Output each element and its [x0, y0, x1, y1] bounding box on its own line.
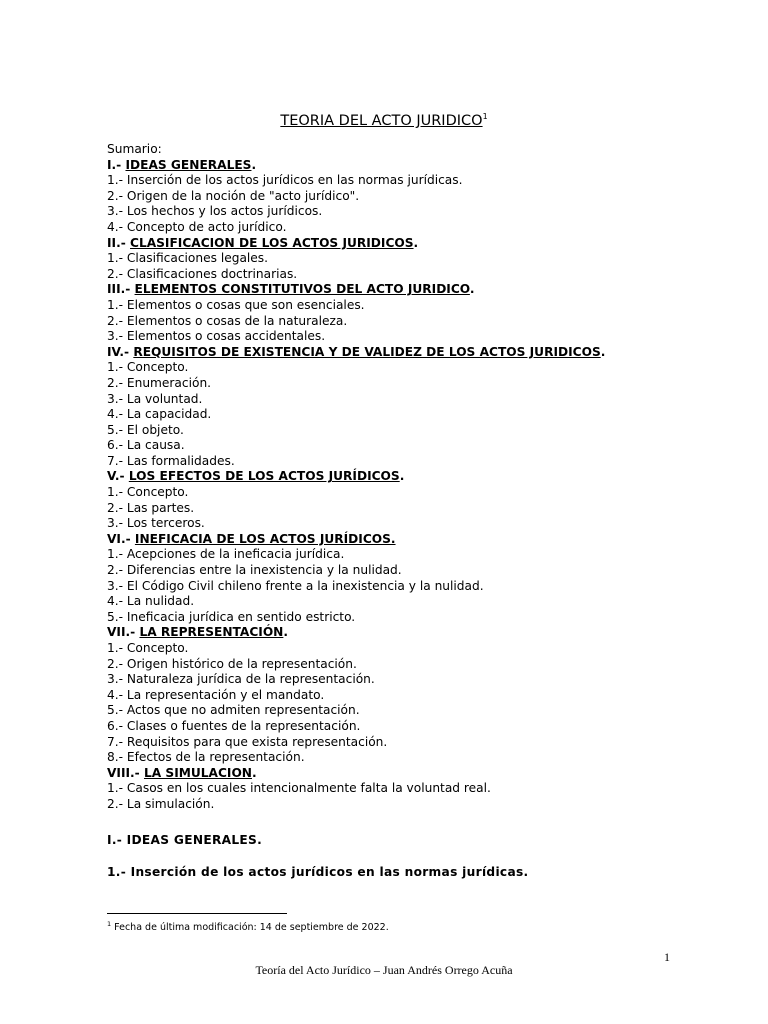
summary-label: Sumario: — [107, 142, 162, 156]
summary-item: 1.- Concepto. — [107, 360, 189, 375]
summary-item: 4.- La capacidad. — [107, 407, 212, 422]
summary-item: 7.- Requisitos para que exista representación. — [107, 734, 388, 749]
section-title: REQUISITOS DE EXISTENCIA Y DE VALIDEZ DE LOS ACTOS JURIDICOS — [133, 344, 601, 359]
section-title: IDEAS GENERALES — [125, 157, 252, 172]
section-title: INEFICACIA DE LOS ACTOS JURÍDICOS. — [134, 531, 396, 546]
section-number: IV.- — [107, 344, 130, 359]
section-trailing-period: . — [252, 765, 257, 780]
summary-section-heading — [107, 766, 687, 782]
section-trailing-period: . — [600, 344, 606, 359]
summary-item: 3.- El Código Civil chileno frente a la inexistencia y la nulidad. — [107, 578, 484, 593]
summary-item: 3.- Los hechos y los actos jurídicos. — [107, 204, 323, 219]
summary-item: 3.- La voluntad. — [107, 391, 203, 406]
summary-item: 5.- Actos que no admiten representación. — [107, 703, 360, 718]
section-trailing-period: . — [413, 235, 419, 250]
summary-item: 4.- La nulidad. — [107, 594, 195, 609]
summary-item: 1.- Clasificaciones legales. — [107, 251, 269, 266]
page-footer — [0, 963, 768, 978]
summary — [107, 142, 687, 813]
summary-section-heading — [107, 158, 687, 174]
section-number: V.- — [107, 469, 125, 484]
page-number: 1 — [664, 950, 670, 964]
summary-section-heading — [107, 236, 687, 252]
section-number: I.- — [107, 157, 122, 172]
summary-section-heading — [107, 469, 687, 485]
summary-item: 4.- La representación y el mandato. — [107, 687, 325, 702]
summary-item: 3.- Naturaleza jurídica de la representación. — [107, 672, 375, 687]
footnote-divider — [107, 913, 287, 914]
footnote-text: Fecha de última modificación: 14 de septiembre de 2022. — [114, 922, 389, 934]
section-number: II.- — [107, 235, 126, 250]
footer-separator: – — [370, 963, 383, 977]
section-number: III.- — [107, 282, 131, 297]
summary-item: 1.- Elementos o cosas que son esenciales. — [107, 297, 365, 312]
body-heading-section: I.- IDEAS GENERALES. — [107, 833, 263, 847]
summary-item: 2.- Origen histórico de la representación. — [107, 656, 357, 671]
section-number: VII.- — [107, 625, 136, 640]
title-footnote-mark: 1 — [482, 112, 488, 121]
section-title: LOS EFECTOS DE LOS ACTOS JURÍDICOS — [128, 469, 400, 484]
summary-item: 1.- Concepto. — [107, 641, 189, 655]
summary-section-heading — [107, 532, 687, 548]
footnote-mark: 1 — [107, 920, 112, 928]
summary-section-heading — [107, 345, 687, 361]
section-title: ELEMENTOS CONSTITUTIVOS DEL ACTO JURIDICO — [134, 282, 470, 297]
footer-title: Teoría del Acto Jurídico — [255, 963, 371, 977]
summary-item: 2.- Elementos o cosas de la naturaleza. — [107, 313, 348, 328]
section-title: CLASIFICACION DE LOS ACTOS JURIDICOS — [130, 235, 414, 250]
summary-item: 1.- Acepciones de la ineficacia jurídica. — [107, 547, 345, 562]
summary-item: 1.- Inserción de los actos jurídicos en las normas jurídicas. — [107, 173, 463, 188]
body-heading-subsection: 1.- Inserción de los actos jurídicos en las normas jurídicas. — [107, 865, 529, 879]
summary-item: 4.- Concepto de acto jurídico. — [107, 219, 287, 234]
summary-item: 2.- Clasificaciones doctrinarias. — [107, 266, 298, 281]
section-trailing-period: . — [251, 157, 257, 172]
summary-item: 3.- Elementos o cosas accidentales. — [107, 329, 326, 344]
summary-item: 8.- Efectos de la representación. — [107, 750, 305, 765]
summary-item: 2.- Enumeración. — [107, 375, 212, 390]
section-number: VI.- — [107, 531, 131, 546]
title-text: TEORIA DEL ACTO JURIDICO — [280, 112, 483, 129]
summary-item: 1.- Casos en los cuales intencionalmente falta la voluntad real. — [107, 781, 491, 796]
footer-author: Juan Andrés Orrego Acuña — [382, 963, 513, 977]
section-title: LA SIMULACION — [143, 765, 252, 780]
summary-item: 2.- Las partes. — [107, 500, 195, 515]
section-title: LA REPRESENTACIÓN — [139, 625, 284, 640]
summary-item: 5.- El objeto. — [107, 422, 184, 437]
section-trailing-period: . — [283, 625, 289, 640]
summary-section-heading — [107, 282, 687, 298]
summary-item: 2.- La simulación. — [107, 796, 215, 811]
section-trailing-period: . — [469, 282, 475, 297]
summary-item: 2.- Diferencias entre la inexistencia y la nulidad. — [107, 563, 402, 578]
summary-item: 5.- Ineficacia jurídica en sentido estricto. — [107, 609, 356, 624]
summary-item: 6.- Clases o fuentes de la representación. — [107, 718, 361, 733]
summary-item: 1.- Concepto. — [107, 485, 189, 500]
summary-item: 6.- La causa. — [107, 438, 185, 453]
summary-section-heading — [107, 625, 687, 641]
document-title — [0, 108, 768, 130]
summary-item: 3.- Los terceros. — [107, 516, 205, 531]
summary-item: 7.- Las formalidades. — [107, 453, 235, 468]
section-number: VIII.- — [107, 765, 140, 780]
summary-item: 2.- Origen de la noción de "acto jurídico". — [107, 188, 360, 203]
footnote — [107, 920, 389, 933]
section-trailing-period: . — [399, 469, 405, 484]
